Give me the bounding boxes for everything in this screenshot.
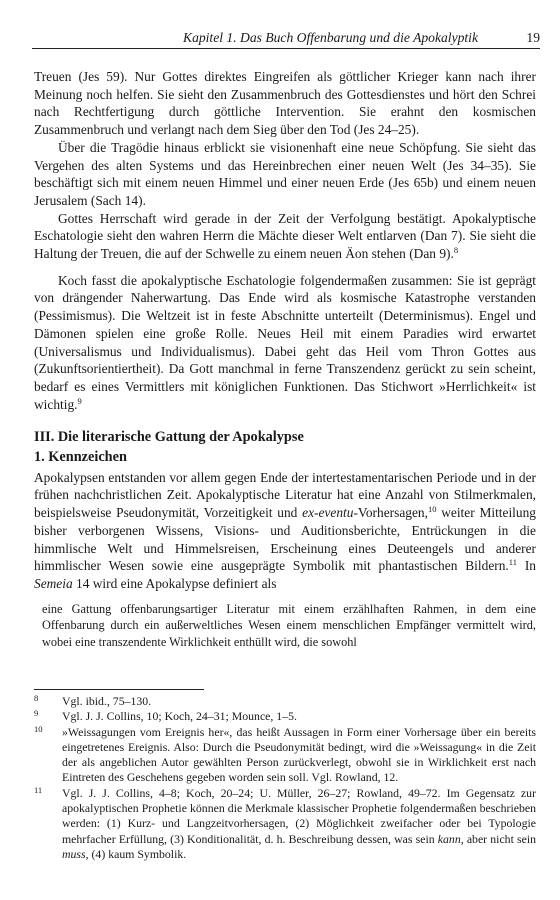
paragraph-text: Koch fasst die apokalyptische Eschatologie folgendermaßen zusammen: Sie ist geprägt von drängender Naherwartung. Das Ende wird als kosmische Katastrophe verstanden (Pessimismus). Die Weltzeit ist in feste Abschnitte unterteilt (Determinismus). Engel und Dämonen spielen eine große Rolle. Neues Heil mit einem Paradies wird erwartet (Universalismus und Individualismus). Dabei geht das Heil vom Thron Gottes aus (Zukunftsorientiertheit). Da Gott manchmal in ferne Transzendenz gerückt zu sein scheint, bedarf es eines Vermittlers mit königlichen Funktionen. Das Stichwort »Herrlichkeit« ist wichtig. xyxy=(34,272,536,412)
footnote-ref[interactable]: 8 xyxy=(453,245,459,256)
footnote xyxy=(34,709,536,724)
section-heading: III. Die literarische Gattung der Apokalypse xyxy=(34,429,304,446)
italic-term: kann xyxy=(437,831,461,846)
subsection-heading: 1. Kennzeichen xyxy=(34,449,127,466)
footnote-ref[interactable]: 11 xyxy=(508,557,517,568)
block-quote: eine Gattung offenbarungsartiger Literatur mit einem erzählhaften Rahmen, in dem eine Offenbarung durch ein außerweltliches Wesen einem menschlichen Empfänger vermittelt wird, wobei eine transzendente Wirklichkeit enthüllt wird, die sowohl xyxy=(42,601,536,649)
paragraph xyxy=(34,210,536,263)
footnote-number: 10 xyxy=(34,723,43,734)
paragraph-text: Apokalypsen entstanden vor allem gegen Ende der intertestamentarischen Periode und in der frühen nachchristlichen Zeit. Apokalyptische Literatur hat eine Anzahl von Stilmerkmalen, beispielsweise Pseudonymität, Vorzeitigkeit und xyxy=(34,469,536,521)
paragraph-text: 14 wird eine Apokalypse definiert als xyxy=(72,575,277,591)
footnote-ref[interactable]: 9 xyxy=(77,395,82,406)
footnote-text: , (4) kaum Symbolik. xyxy=(85,846,187,861)
paragraph xyxy=(34,139,536,210)
footnote-ref[interactable]: 10 xyxy=(427,504,437,515)
italic-term: muss xyxy=(62,846,86,861)
footnote-number: 11 xyxy=(34,784,43,795)
paragraph xyxy=(34,272,536,414)
chapter-title: Kapitel 1. Das Buch Offenbarung und die Apokalyptik xyxy=(183,30,478,45)
footnote xyxy=(34,725,536,786)
footnote-number: 8 xyxy=(34,693,39,703)
footnote xyxy=(34,786,536,862)
running-header xyxy=(32,28,540,49)
italic-term: ex-eventu xyxy=(302,505,354,521)
footnote-divider xyxy=(34,689,204,690)
footnote-text: »Weissagungen vom Ereignis her«, das heißt Aussagen in Form einer Vorhersage über ein bereits eingetretenes Ereignis. Also: Durch die Pseudonymität bedingt, wird die »Weissagung« in die Zeit der als angeblichen Autor gewählten Person zurückverlegt, obwohl sie in Wirklichkeit erst nach Eintreten des Geschehens gegeben worden sein soll. Vgl. Rowland, 12. xyxy=(62,724,536,785)
paragraph-text: Gottes Herrschaft wird gerade in der Zeit der Verfolgung bestätigt. Apokalyptische Eschatologie sieht den wahren Herrn die Mächte dieser Welt entlarven (Dan 7). Sie sieht die Haltung der Treuen, die auf der Schwelle zu einem neuen Äon stehen (Dan 9). xyxy=(34,210,536,262)
page-number: 19 xyxy=(526,30,540,45)
footnote-text: Vgl. ibid., 75–130. xyxy=(62,694,152,708)
paragraph-text: Über die Tragödie hinaus erblickt sie visionenhaft eine neue Schöpfung. Sie sieht das Vergehen des alten Systems und das Hereinbrechen einer neuen Welt (Jes 34–35). Sie beschäftigt sich mit einem neuen Himmel und einer neuen Erde (Jes 65b) und einem neuen Jerusalem (Sach 14). xyxy=(34,139,536,208)
paragraph xyxy=(34,469,536,593)
footnote-text: , aber nicht sein xyxy=(460,831,537,846)
footnote-number: 9 xyxy=(34,708,39,719)
paragraph-text: weiter Mitteilung bisher verborgenen Wissens, Visions- und Auditionsberichte, Entrückungen in die himmlische Welt und Himmelsreisen, Erscheinung eines Deuteengels und anderer himmlischer Wesen sowie eine ausgeprägte Symbolik mit phantastischen Bildern. xyxy=(34,505,536,574)
paragraph-text: In xyxy=(516,558,536,574)
paragraph-text: -Vorhersagen, xyxy=(353,505,428,521)
paragraph xyxy=(34,68,536,139)
paragraph-text: Treuen (Jes 59). Nur Gottes direktes Eingreifen als göttlicher Krieger kann nach ihrer Meinung noch helfen. Sie sieht den Zusammenbruch des Gottesdienstes und hört den Schrei nach Rechtfertigung durch göttliche Intervention. Sie erahnt den kosmischen Zusammenbruch und verlangt nach dem Sieg über den Tod (Jes 24–25). xyxy=(34,69,536,138)
footnotes xyxy=(34,694,536,862)
footnote-text: Vgl. J. J. Collins, 4–8; Koch, 20–24; U. Müller, 26–27; Rowland, 49–72. Im Gegensatz zur apokalyptischen Prophetie können die Merkmale klassischer Prophetie folgendermaßen beschrieben werden: (1) Kurz- und Langzeitvorhersagen, (2) Möglichkeit zweifacher oder bei Typologie mehrfacher Erfüllung, (3) Konditionalität, d. h. Beschreibung dessen, was sein xyxy=(62,785,536,846)
italic-term: Semeia xyxy=(34,575,73,591)
footnote-text: Vgl. J. J. Collins, 10; Koch, 24–31; Mounce, 1–5. xyxy=(62,709,297,724)
main-text xyxy=(34,68,536,650)
footnote xyxy=(34,694,536,709)
